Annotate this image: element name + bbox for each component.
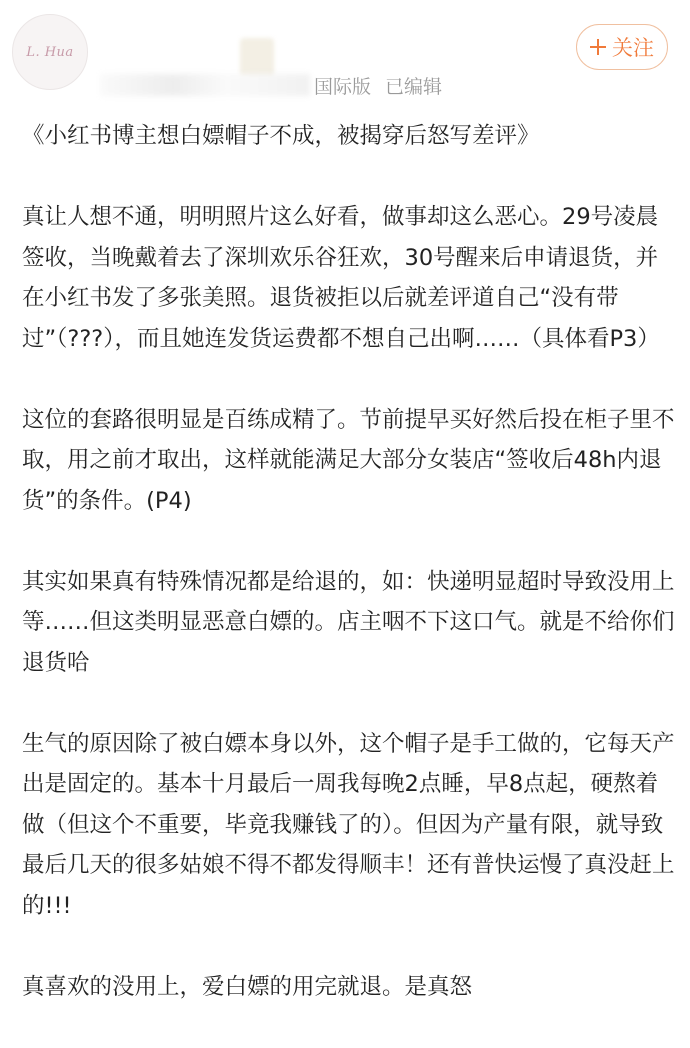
post-paragraph-3: 其实如果真有特殊情况都是给退的，如：快递明显超时导致没用上 等……但这类明显恶意白嫖的。店主咽不下这口气。就是不给你们退货哈 [22,568,682,676]
meta-edited: 已编辑 [385,76,443,98]
username-secondary-obscured [100,74,310,96]
username-obscured [240,38,274,78]
follow-label: 关注 [612,36,654,60]
follow-button[interactable] [576,24,668,70]
post-meta [314,72,456,99]
post-paragraph-1: 真让人想不通，明明照片这么好看，做事却这么恶心。29号凌晨签收，当晚戴着去了深圳欢乐谷狂欢，30号醒来后申请退货，并在小红书发了多张美照。退货被拒以后就差评道自己“没有带过”（???），而且她连发货运费都不想自己出啊……（具体看P3） [22,204,660,352]
post-header [0,0,690,110]
meta-region: 国际版 [314,76,372,98]
post-body [22,116,682,1048]
avatar[interactable] [12,14,88,90]
post-paragraph-5: 真喜欢的没用上，爱白嫖的用完就退。是真怒 [22,973,473,1000]
avatar-logo: L. Hua [26,44,74,60]
post-title: 《小红书博主想白嫖帽子不成，被揭穿后怒写差评》 [22,123,540,149]
post-paragraph-4: 生气的原因除了被白嫖本身以外，这个帽子是手工做的，它每天产出是固定的。基本十月最后一周我每晚2点睡，早8点起，硬熬着做（但这个不重要，毕竟我赚钱了的）。但因为产量有限，就导致最后几天的很多姑娘不得不都发得顺丰！还有普快运慢了真没赶上的!!! [22,730,675,919]
post-paragraph-2: 这位的套路很明显是百练成精了。节前提早买好然后投在柜子里不取，用之前才取出，这样就能满足大部分女装店“签收后48h内退货”的条件。(P4) [22,406,675,514]
plus-icon [590,39,606,55]
